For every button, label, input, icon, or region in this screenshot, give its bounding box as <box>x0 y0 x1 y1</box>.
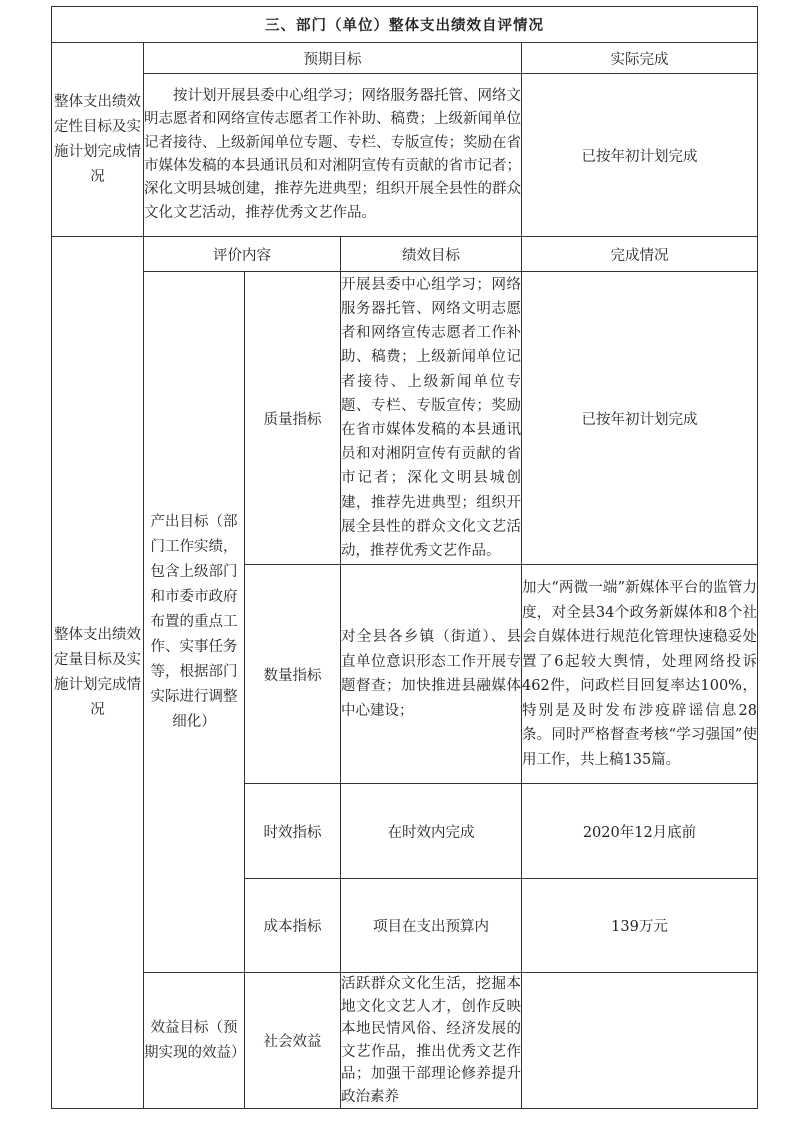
status-header: 完成情况 <box>522 237 758 272</box>
target-quality: 开展县委中心组学习；网络服务器托管、网络文明志愿者和网络宣传志愿者工作补助、稿费；上级新闻单位记者接待、上级新闻单位专题、专栏、专版宣传；奖励在省市媒体发稿的本县通讯员和对湘阴宣传有贡献的省市记者；深化文明县城创建，推荐先进典型；组织开展全县性的群众文化文艺活动，推荐优秀文艺作品。 <box>341 272 522 565</box>
page-title: 三、部门（单位）整体支出绩效自评情况 <box>52 7 758 43</box>
status-timeliness: 2020年12月底前 <box>522 784 758 879</box>
quantitative-row-label: 整体支出绩效定量目标及实施计划完成情况 <box>52 237 144 1109</box>
target-social-benefit: 活跃群众文化生活，挖掘本地文化文艺人才，创作反映本地民情风俗、经济发展的文艺作品，推出优秀文艺作品；加强干部理论修养提升政治素养 <box>341 973 522 1109</box>
status-quality: 已按年初计划完成 <box>522 272 758 565</box>
output-target-label: 产出目标（部门工作实绩，包含上级部门和市委市政府布置的重点工作、实事任务等，根据部门实际进行调整细化） <box>144 272 245 973</box>
expected-header: 预期目标 <box>144 43 522 74</box>
indicator-quality: 质量指标 <box>245 272 341 565</box>
performance-table <box>51 6 758 1109</box>
benefit-target-label: 效益目标（预期实现的效益） <box>144 973 245 1109</box>
actual-text: 已按年初计划完成 <box>522 74 758 237</box>
expected-text: 按计划开展县委中心组学习；网络服务器托管、网络文明志愿者和网络宣传志愿者工作补助、稿费；上级新闻单位记者接待、上级新闻单位专题、专栏、专版宣传；奖励在省市媒体发稿的本县通讯员和对湘阴宣传有贡献的省市记者；深化文明县城创建，推荐先进典型；组织开展全县性的群众文化文艺活动，推荐优秀文艺作品。 <box>144 74 522 237</box>
target-cost: 项目在支出预算内 <box>341 879 522 973</box>
target-quantity: 对全县各乡镇（街道）、县直单位意识形态工作开展专题督查；加快推进县融媒体中心建设； <box>341 565 522 784</box>
actual-header: 实际完成 <box>522 43 758 74</box>
target-timeliness: 在时效内完成 <box>341 784 522 879</box>
status-social-benefit <box>522 973 758 1109</box>
status-cost: 139万元 <box>522 879 758 973</box>
status-quantity: 加大“两微一端”新媒体平台的监管力度，对全县34个政务新媒体和8个社会自媒体进行规范化管理快速稳妥处置了6起较大舆情，处理网络投诉462件，问政栏目回复率达100%，特别是及时发布涉疫辟谣信息28条。同时严格督查考核“学习强国”使用工作，共上稿135篇。 <box>522 565 758 784</box>
indicator-quantity: 数量指标 <box>245 565 341 784</box>
indicator-cost: 成本指标 <box>245 879 341 973</box>
target-header: 绩效目标 <box>341 237 522 272</box>
indicator-social-benefit: 社会效益 <box>245 973 341 1109</box>
indicator-timeliness: 时效指标 <box>245 784 341 879</box>
qualitative-row-label: 整体支出绩效定性目标及实施计划完成情况 <box>52 43 144 237</box>
eval-content-header: 评价内容 <box>144 237 341 272</box>
